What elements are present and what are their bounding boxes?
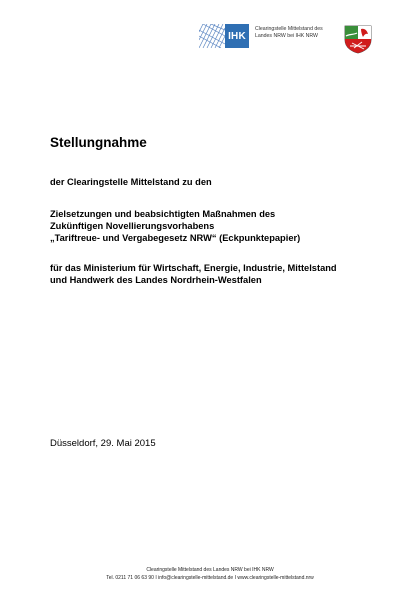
subject-line: Zukünftigen Novellierungsvorhabens: [50, 221, 215, 231]
place-date: Düsseldorf, 29. Mai 2015: [50, 438, 156, 449]
footer-organization: Clearingstelle Mittelstand des Landes NRW bei IHK NRW: [146, 567, 274, 573]
clearingstelle-logo-text: [255, 26, 339, 40]
document-title: Stellungnahme: [50, 135, 147, 150]
ihk-clearingstelle-logo: [199, 24, 339, 50]
subtitle-line: der Clearingstelle Mittelstand zu den: [50, 177, 212, 187]
document-subject: [50, 208, 300, 244]
page-footer: [0, 566, 420, 582]
subject-line: „Tariftreue- und Vergabegesetz NRW“ (Eckpunktepapier): [50, 233, 301, 243]
document-recipient: [50, 262, 337, 286]
ihk-pattern-icon: [199, 24, 225, 48]
footer-contact: Tel. 0211 71 06 63 90 I info@clearingstelle-mittelstand.de I www.clearingstelle-mittelstand.nrw: [106, 575, 314, 581]
nrw-coat-of-arms-icon: [343, 24, 373, 54]
ihk-label: IHK: [225, 24, 249, 48]
recipient-line: und Handwerk des Landes Nordrhein-Westfalen: [50, 275, 262, 285]
recipient-line: für das Ministerium für Wirtschaft, Energie, Industrie, Mittelstand: [50, 263, 337, 273]
clearing-logo-line: Landes NRW bei IHK NRW: [255, 33, 318, 39]
ihk-logo: [199, 24, 249, 48]
clearing-logo-line: Clearingstelle Mittelstand des: [255, 26, 323, 32]
subject-line: Zielsetzungen und beabsichtigten Maßnahmen des: [50, 209, 276, 219]
document-subtitle: [50, 176, 212, 188]
